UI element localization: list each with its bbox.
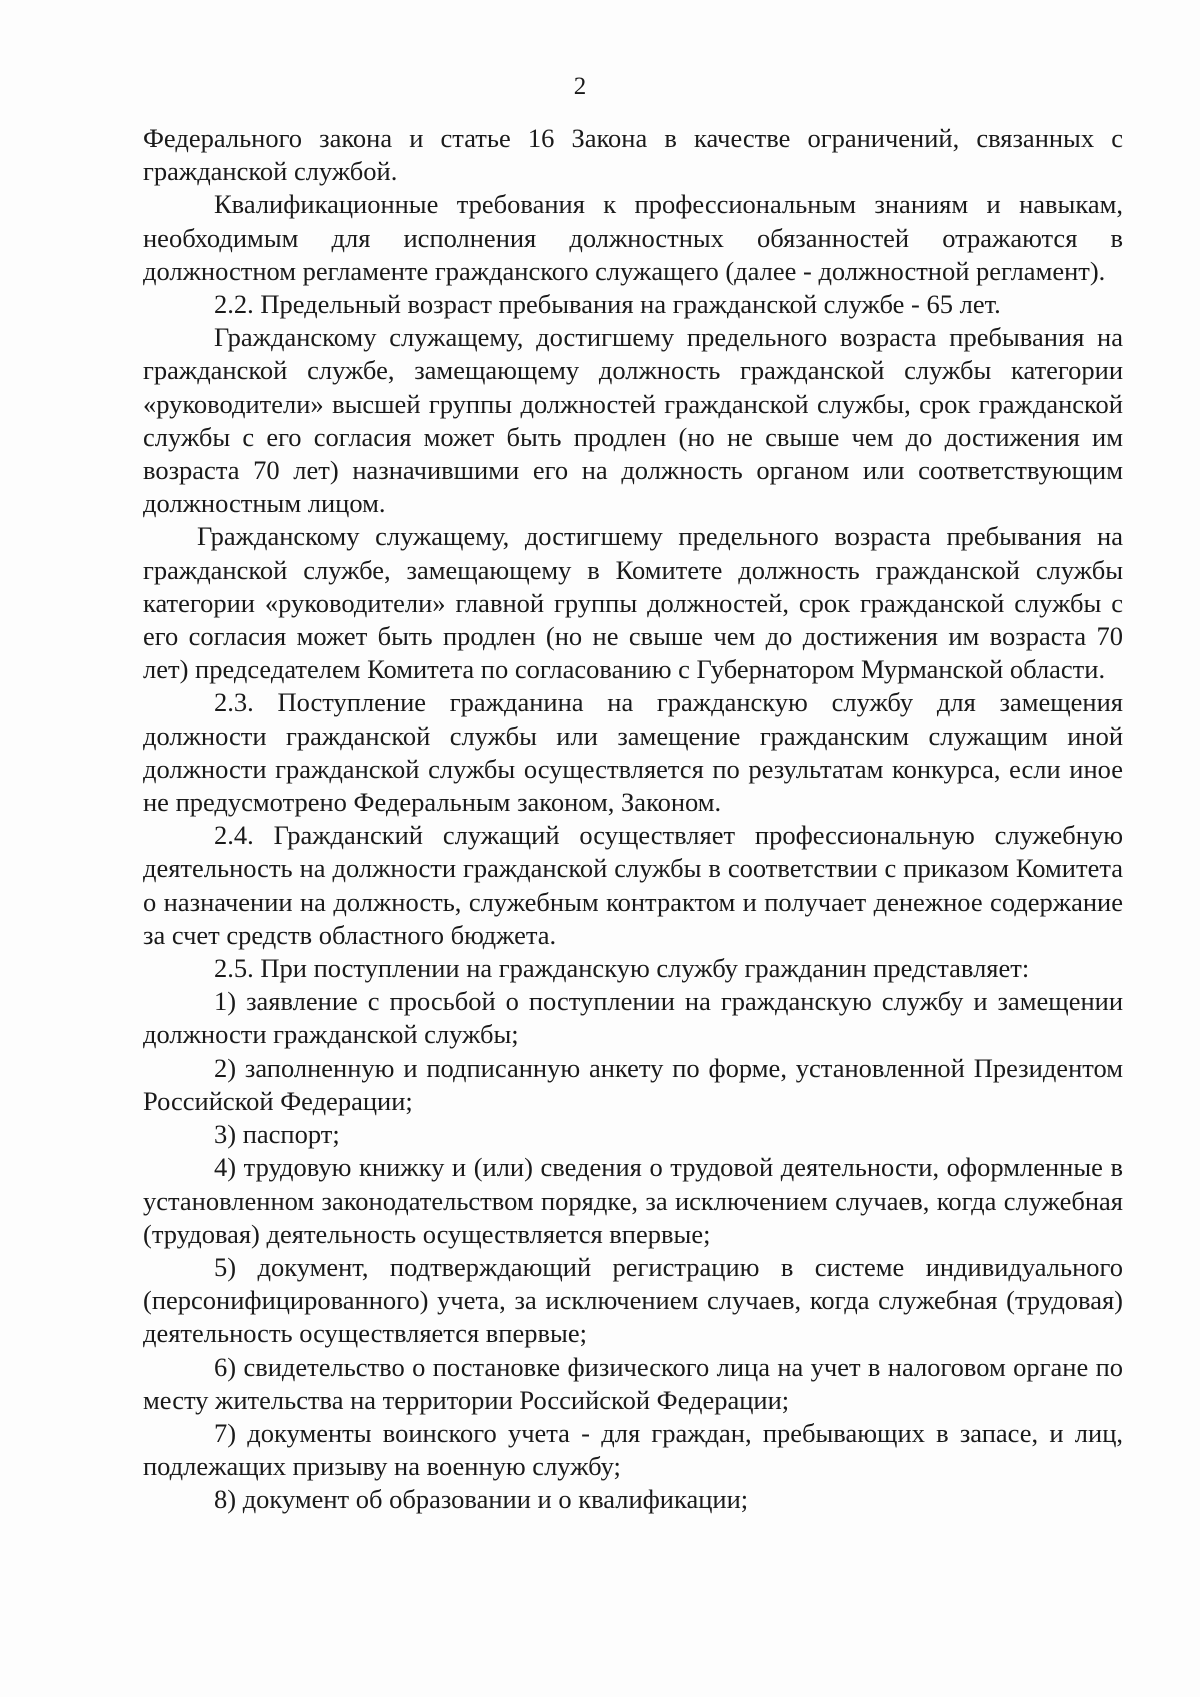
document-body [143,122,1123,1517]
list-item-4: 4) трудовую книжку и (или) сведения о трудовой деятельности, оформленные в установленном законодательством порядке, за исключением случаев, когда служебная (трудовая) деятельность осуществляется впервые; [143,1152,1123,1249]
paragraph-extension-main: Гражданскому служащему, достигшему предельного возраста пребывания на гражданской службе, замещающему в Комитете должность гражданской службы категории «руководители» главной группы должностей, срок гражданской службы с его согласия может быть продлен (но не свыше чем до достижения им возраста 70 лет) председателем Комитета по согласованию с Губернатором Мурманской области. [143,521,1123,685]
paragraph-2-5: 2.5. При поступлении на гражданскую службу гражданин представляет: [214,953,1030,984]
list-item-7: 7) документы воинского учета - для граждан, пребывающих в запасе, и лиц, подлежащих призыву на военную службу; [143,1417,1123,1482]
list-item-5: 5) документ, подтверждающий регистрацию в системе индивидуального (персонифицированного) учета, за исключением случаев, когда служебная (трудовая) деятельность осуществляется впервые; [143,1251,1123,1349]
page-number: 2 [573,73,587,100]
list-item-1: 1) заявление с просьбой о поступлении на гражданскую службу и замещении должности гражданской службы; [143,986,1123,1050]
paragraph-continuation: Федерального закона и статье 16 Закона в качестве ограничений, связанных с гражданской службой. [143,123,1123,187]
paragraph-2-4: 2.4. Гражданский служащий осуществляет профессиональную служебную деятельность на должности гражданской службы в соответствии с приказом Комитета о назначении на должность, служебным контрактом и получает денежное содержание за счет средств областного бюджета. [143,820,1123,950]
paragraph-2-2: 2.2. Предельный возраст пребывания на гражданской службе - 65 лет. [214,289,1001,320]
paragraph-qualification: Квалификационные требования к профессиональным знаниям и навыкам, необходимым для исполнения должностных обязанностей отражаются в должностном регламенте гражданского служащего (далее - должностной регламент). [143,189,1123,286]
paragraph-2-3: 2.3. Поступление гражданина на гражданскую службу для замещения должности гражданской службы или замещение гражданским служащим иной должности гражданской службы осуществляется по результатам конкурса, если иное не предусмотрено Федеральным законом, Законом. [143,687,1123,818]
list-item-3: 3) паспорт; [214,1119,340,1150]
list-item-8: 8) документ об образовании и о квалификации; [214,1484,749,1515]
paragraph-extension-highest: Гражданскому служащему, достигшему предельного возраста пребывания на гражданской службе, замещающему должность гражданской службы категории «руководители» высшей группы должностей гражданской службы, срок гражданской службы с его согласия может быть продлен (но не свыше чем до достижения им возраста 70 лет) назначившими его на должность органом или соответствующим должностным лицом. [143,322,1123,519]
list-item-2: 2) заполненную и подписанную анкету по форме, установленной Президентом Российской Федерации; [143,1052,1123,1116]
list-item-6: 6) свидетельство о постановке физического лица на учет в налоговом органе по месту жительства на территории Российской Федерации; [143,1351,1123,1415]
